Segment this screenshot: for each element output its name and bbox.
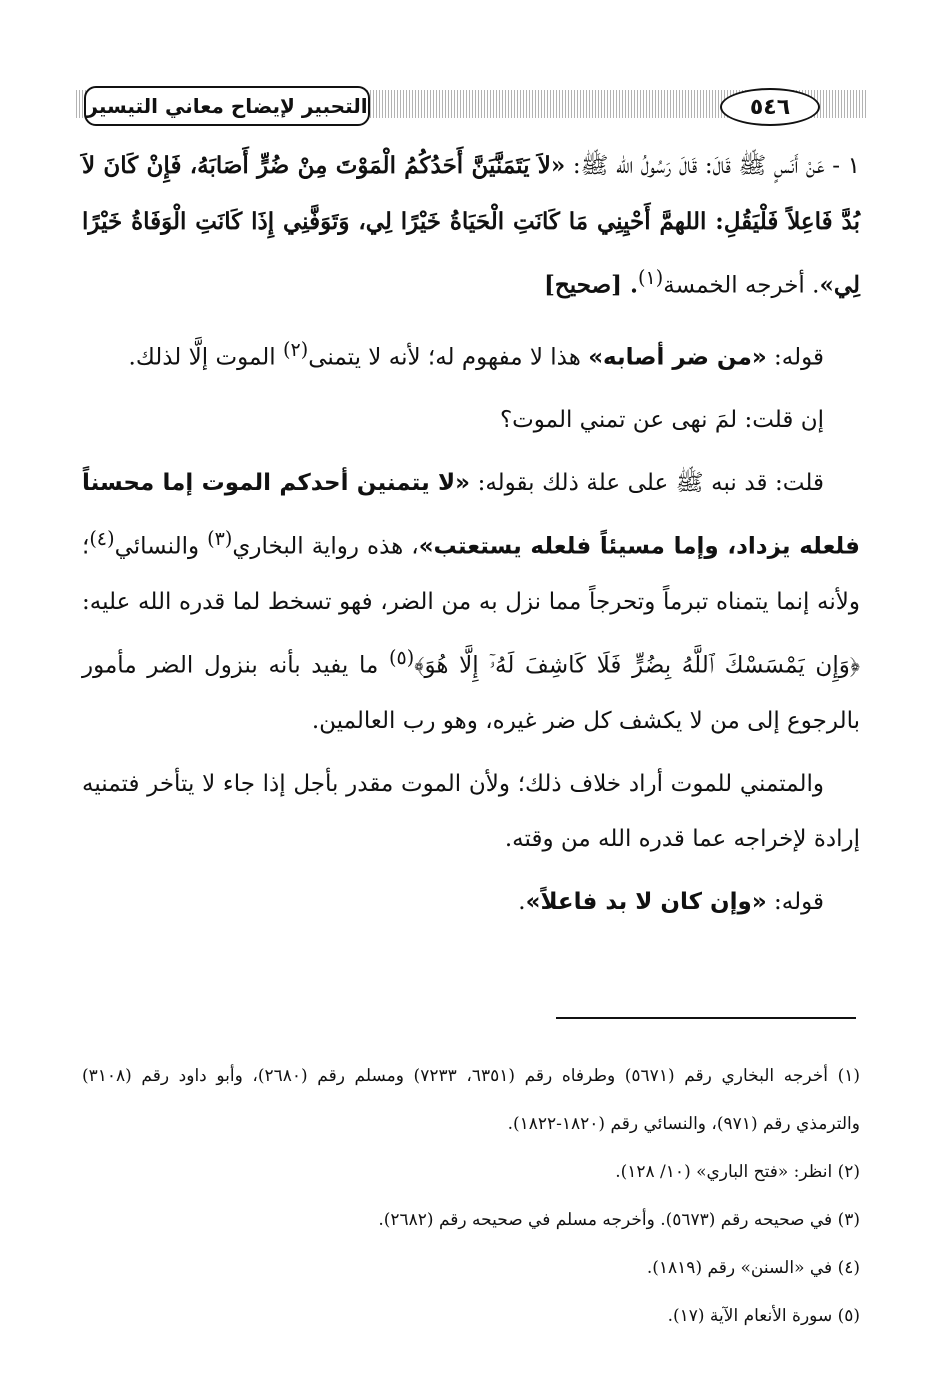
footnote-ref-3: (٣) bbox=[207, 527, 233, 551]
footnote-2: (٢) انظر: «فتح الباري» (١٠/ ١٢٨). bbox=[615, 1162, 860, 1182]
footnote-ref-4: (٤) bbox=[89, 527, 115, 551]
commentary-paragraph-1 bbox=[82, 322, 860, 386]
p3-mid1: ، هذه رواية البخاري bbox=[232, 533, 419, 560]
commentary-paragraph-5 bbox=[82, 875, 860, 930]
p1-lead: قوله: bbox=[766, 344, 824, 371]
book-title: التحبير لإيضاح معاني التيسير bbox=[86, 94, 368, 118]
book-title-box bbox=[84, 86, 370, 126]
p3-mid3: ؛ ولأنه إنما يتمناه تبرماً وتحرجاً مما نزل به من الضر، فهو تسخط لما قدره الله عليه: bbox=[82, 533, 860, 615]
hadith-text: «لاَ يَتَمَنَّيَنَّ أَحَدُكُمُ الْمَوْتَ مِنْ ضُرٍّ أَصَابَهُ، فَإِنْ كَانَ لاَ بُدَّ فَاعِلاً فَلْيَقُلِ: اللهمَّ أَحْيِنِي مَا كَانَتِ الْحَيَاةُ خَيْرًا لِي، وَتَوَفَّنِي إِذَا كَانَتِ الْوَفَاةُ خَيْرًا لِي» bbox=[82, 152, 860, 299]
hadith-prefix: ١ - عَنْ أَنَسٍ ﷺ قَالَ: قَالَ رَسُولُ الله ﷺ: bbox=[565, 153, 861, 179]
footnote-separator bbox=[556, 1017, 856, 1019]
footnote-4: (٤) في «السنن» رقم (١٨١٩). bbox=[646, 1258, 860, 1278]
hadith-grade: . [صحيح] bbox=[544, 271, 638, 299]
footnote-ref-5: (٥) bbox=[388, 645, 415, 669]
footnote-ref-2: (٢) bbox=[282, 337, 309, 361]
p1-tail: الموت إلَّا لذلك. bbox=[128, 344, 283, 371]
footnote-3: (٣) في صحيحه رقم (٥٦٧٣). وأخرجه مسلم في صحيحه رقم (٢٦٨٢). bbox=[378, 1210, 860, 1230]
commentary-paragraph-3 bbox=[82, 456, 860, 748]
p3-lead: قلت: قد نبه ﷺ على علة ذلك بقوله: bbox=[469, 470, 824, 497]
p1-quote: «من ضر أصابه» bbox=[588, 344, 767, 371]
p1-rest: هذا لا مفهوم له؛ لأنه لا يتمنى bbox=[308, 344, 589, 371]
quran-verse: ﴿وَإِن يَمْسَسْكَ ٱللَّهُ بِضُرٍّ فَلَا كَاشِفَ لَهُۥٓ إِلَّا هُوَ﴾ bbox=[414, 652, 861, 679]
footnote-1: (١) أخرجه البخاري رقم (٥٦٧١) وطرفاه رقم (٦٣٥١، ٧٢٣٣) ومسلم رقم (٢٦٨٠)، وأبو داود رقم (٣١٠٨) والترمذي رقم (٩٧١)، والنسائي رقم (١٨٢٠-١٨٢٢). bbox=[82, 1066, 860, 1134]
p5-quote: «وإن كان لا بد فاعلاً» bbox=[525, 888, 767, 915]
commentary-paragraph-4: والمتمني للموت أراد خلاف ذلك؛ ولأن الموت مقدر بأجل إذا جاء لا يتأخر فتمنيه إرادة لإخراجه عما قدره الله من وقته. bbox=[82, 770, 860, 852]
page-number: ٥٤٦ bbox=[749, 94, 791, 120]
running-header bbox=[76, 84, 866, 128]
footnotes bbox=[82, 1052, 860, 1340]
p5-lead: قوله: bbox=[766, 888, 824, 915]
footnote-5: (٥) سورة الأنعام الآية (١٧). bbox=[667, 1306, 860, 1326]
p3-mid2: والنسائي bbox=[114, 533, 208, 560]
p3-tail: ما يفيد بأنه بنزول الضر مأمور بالرجوع إلى من لا يكشف كل ضر غيره، وهو رب العالمين. bbox=[82, 652, 860, 734]
hadith-source: . أخرجه الخمسة bbox=[663, 272, 820, 299]
page-number-oval bbox=[720, 88, 820, 126]
p3-quote: «لا يتمنين أحدكم الموت إما محسناً فلعله يزداد، وإما مسيئاً فلعله يستعتب» bbox=[82, 470, 860, 560]
commentary-paragraph-2: إن قلت: لمَ نهى عن تمني الموت؟ bbox=[499, 407, 824, 434]
footnote-ref-1: (١) bbox=[638, 266, 664, 289]
main-text bbox=[82, 138, 860, 938]
hadith-paragraph bbox=[82, 138, 860, 314]
p5-tail: . bbox=[518, 888, 526, 915]
